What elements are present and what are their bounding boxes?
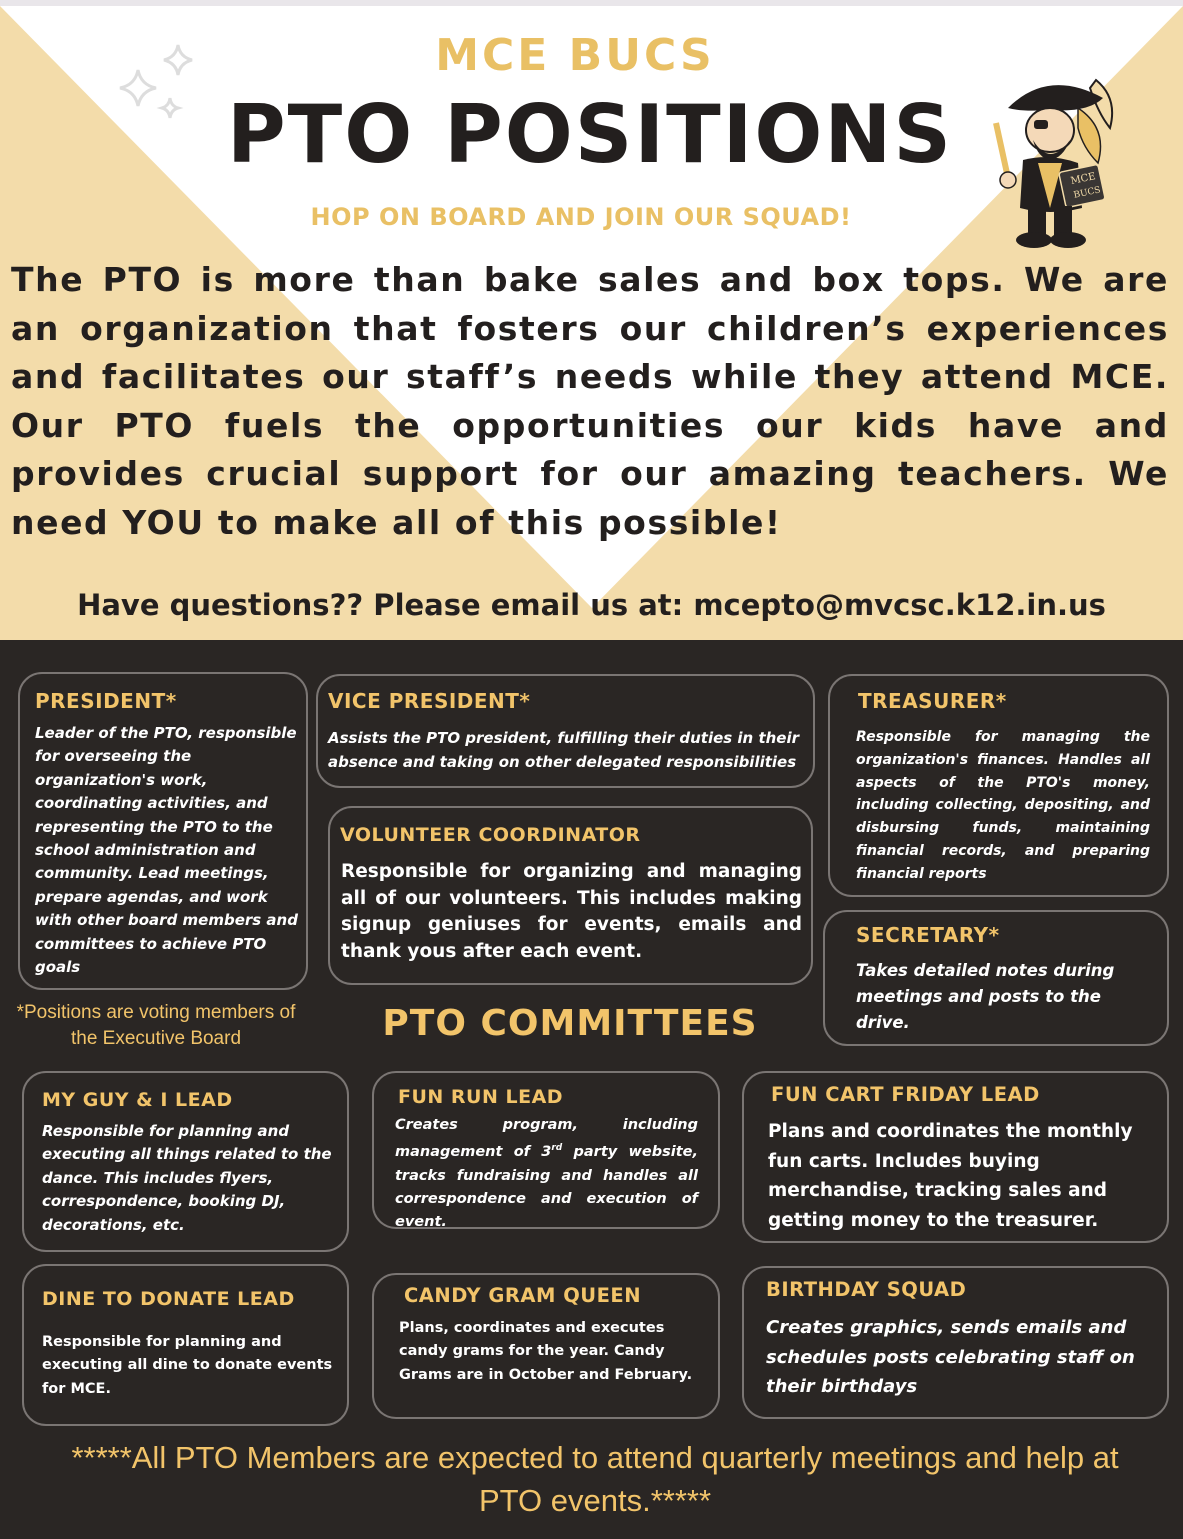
page-title: PTO POSITIONS	[227, 88, 953, 181]
card-desc: Plans and coordinates the monthly fun carts. Includes buying merchandise, tracking sales and getting money to the treasurer.	[768, 1121, 1133, 1231]
card-title: SECRETARY*	[856, 923, 1000, 947]
card-title: VICE PRESIDENT*	[328, 689, 531, 713]
card-secretary	[823, 910, 1169, 1046]
card-treasurer	[828, 674, 1169, 897]
committees-title: PTO COMMITTEES	[382, 1003, 758, 1044]
tagline: HOP ON BOARD AND JOIN OUR SQUAD!	[310, 203, 852, 231]
card-desc: Responsible for organizing and managing all of our volunteers. This includes making signup geniuses for events, emails and thank yous after each event.	[341, 861, 802, 962]
mascot-badge-bottom: BUCS	[1072, 185, 1102, 201]
card-title: FUN RUN LEAD	[398, 1086, 564, 1108]
header-section	[0, 0, 1183, 640]
intro-paragraph: The PTO is more than bake sales and box tops. We are an organization that fosters our children’s experiences and facilitates our staff’s needs while they attend MCE. Our PTO fuels the opportunities our kids have and provides crucial support for our amazing teachers. We need YOU to make all of this possible!	[11, 260, 1169, 542]
contact-line: Have questions?? Please email us at: mcepto@mvcsc.k12.in.us	[77, 588, 1106, 622]
card-desc: Creates program, including management of 3rd party website, tracks fundraising and handles all correspondence and execution of event.	[395, 1117, 698, 1231]
card-birthday-squad	[742, 1266, 1169, 1419]
card-desc: Plans, coordinates and executes candy grams for the year. Candy Grams are in October and February.	[399, 1320, 693, 1383]
card-title: TREASURER*	[858, 689, 1007, 713]
card-president	[18, 672, 308, 990]
card-candy-gram-queen	[372, 1273, 720, 1419]
card-title: VOLUNTEER COORDINATOR	[340, 824, 641, 846]
card-title: CANDY GRAM QUEEN	[404, 1284, 642, 1307]
card-dine-to-donate-lead	[22, 1264, 349, 1426]
card-desc: Leader of the PTO, responsible for overseeing the organization's work, coordinating activities, and representing the PTO to the school administration and community. Lead meetings, prepare agendas, and work with other board members and committees to achieve PTO goals	[35, 724, 298, 977]
card-title: PRESIDENT*	[35, 689, 177, 713]
attendance-note: *****All PTO Members are expected to attend quarterly meetings and help at PTO events.*****	[71, 1440, 1119, 1518]
voting-members-footnote: *Positions are voting members of the Executive Board	[16, 1002, 296, 1049]
card-volunteer-coordinator	[328, 806, 813, 985]
card-desc: Assists the PTO president, fulfilling their duties in their absence and taking on other delegated responsibilities	[328, 729, 800, 771]
card-title: MY GUY & I LEAD	[42, 1089, 233, 1111]
card-desc: Creates graphics, sends emails and schedules posts celebrating staff on their birthdays	[766, 1317, 1135, 1397]
card-desc: Takes detailed notes during meetings and posts to the drive.	[856, 961, 1115, 1032]
card-vice-president	[316, 674, 815, 788]
card-title: FUN CART FRIDAY LEAD	[771, 1083, 1040, 1106]
card-fun-cart-friday-lead	[742, 1071, 1169, 1243]
card-title: DINE TO DONATE LEAD	[42, 1288, 295, 1310]
pirate-mascot-icon	[978, 68, 1128, 253]
card-title: BIRTHDAY SQUAD	[766, 1278, 967, 1301]
card-desc: Responsible for planning and executing all dine to donate events for MCE.	[42, 1334, 333, 1397]
card-desc: Responsible for planning and executing all things related to the dance. This includes flyers, correspondence, booking DJ, decorations, etc.	[42, 1122, 332, 1234]
mascot-badge-top: MCE	[1069, 171, 1097, 188]
school-name: MCE BUCS	[435, 30, 715, 81]
card-my-guy-and-i-lead	[22, 1071, 349, 1252]
card-desc: Responsible for managing the organization's finances. Handles all aspects of the PTO's money, including collecting, depositing, and disbursing funds, maintaining financial records, and preparing financial reports	[856, 729, 1150, 882]
card-fun-run-lead	[372, 1071, 720, 1229]
